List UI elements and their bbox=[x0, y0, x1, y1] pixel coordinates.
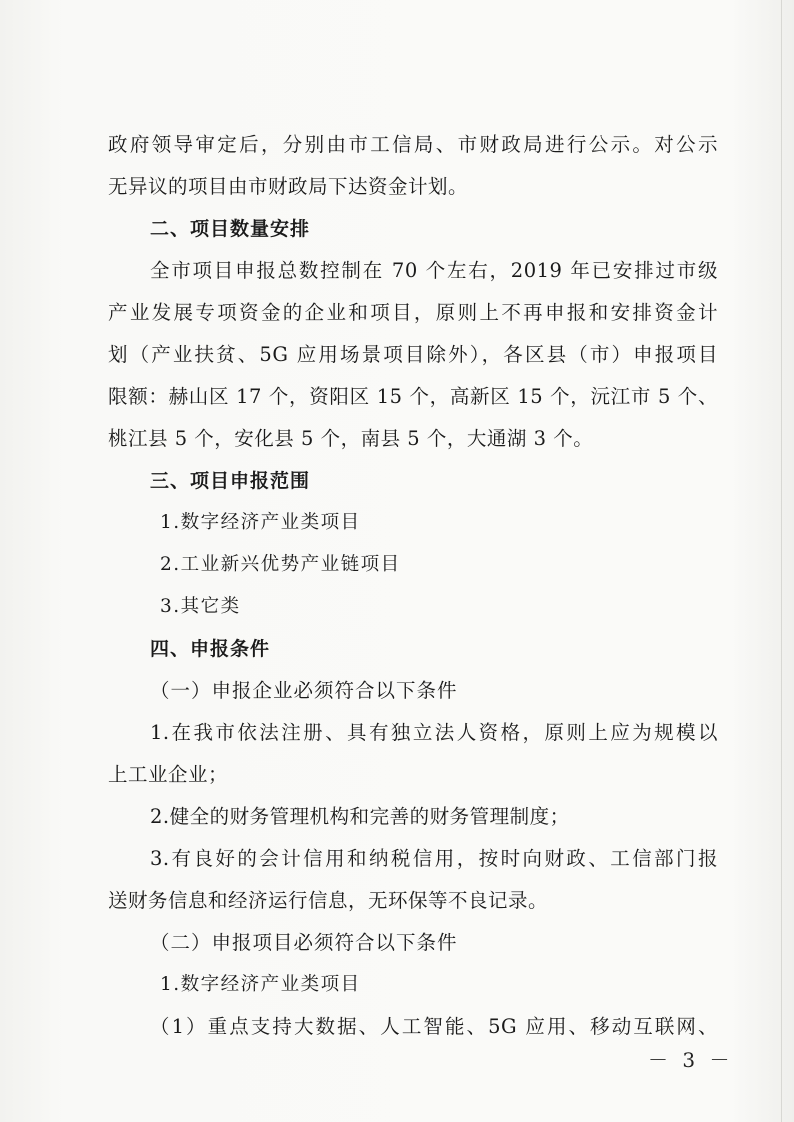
document-body bbox=[108, 124, 718, 1048]
paragraph-line: （1）重点支持大数据、人工智能、5G 应用、移动互联网、 bbox=[150, 1015, 718, 1038]
paragraph-line: 划（产业扶贫、5G 应用场景项目除外），各区县（市）申报项目 bbox=[108, 343, 718, 366]
paragraph-line: 桃江县 5 个，安化县 5 个，南县 5 个，大通湖 3 个。 bbox=[108, 427, 594, 450]
page-number: － 3 － bbox=[648, 1048, 734, 1072]
paragraph-line: 政府领导审定后，分别由市工信局、市财政局进行公示。对公示 bbox=[108, 133, 718, 156]
paragraph-line: 1.在我市依法注册、具有独立法人资格，原则上应为规模以 bbox=[150, 721, 718, 744]
paragraph-line: 上工业企业； bbox=[108, 763, 229, 786]
section-heading: 三、项目申报范围 bbox=[150, 470, 311, 492]
subsection-heading: （二）申报项目必须符合以下条件 bbox=[150, 931, 458, 954]
scan-edge bbox=[781, 0, 782, 1122]
list-item: 3.其它类 bbox=[160, 596, 241, 617]
paragraph-line: 送财务信息和经济运行信息，无环保等不良记录。 bbox=[108, 889, 549, 912]
list-item: 1.数字经济产业类项目 bbox=[160, 512, 361, 533]
paragraph-line: 限额：赫山区 17 个，资阳区 15 个，高新区 15 个，沅江市 5 个、 bbox=[108, 385, 718, 408]
section-heading: 四、申报条件 bbox=[150, 638, 271, 660]
paragraph-line: 无异议的项目由市财政局下达资金计划。 bbox=[108, 175, 469, 198]
list-item: 2.工业新兴优势产业链项目 bbox=[160, 554, 401, 575]
paragraph-line: 3.有良好的会计信用和纳税信用，按时向财政、工信部门报 bbox=[150, 847, 718, 870]
paragraph-line: 产业发展专项资金的企业和项目，原则上不再申报和安排资金计 bbox=[108, 301, 718, 324]
paragraph-line: 全市项目申报总数控制在 70 个左右，2019 年已安排过市级 bbox=[150, 259, 718, 282]
subsection-heading: （一）申报企业必须符合以下条件 bbox=[150, 679, 458, 702]
paragraph-line: 2.健全的财务管理机构和完善的财务管理制度； bbox=[150, 805, 570, 828]
list-item: 1.数字经济产业类项目 bbox=[160, 974, 361, 995]
section-heading: 二、项目数量安排 bbox=[150, 218, 311, 240]
